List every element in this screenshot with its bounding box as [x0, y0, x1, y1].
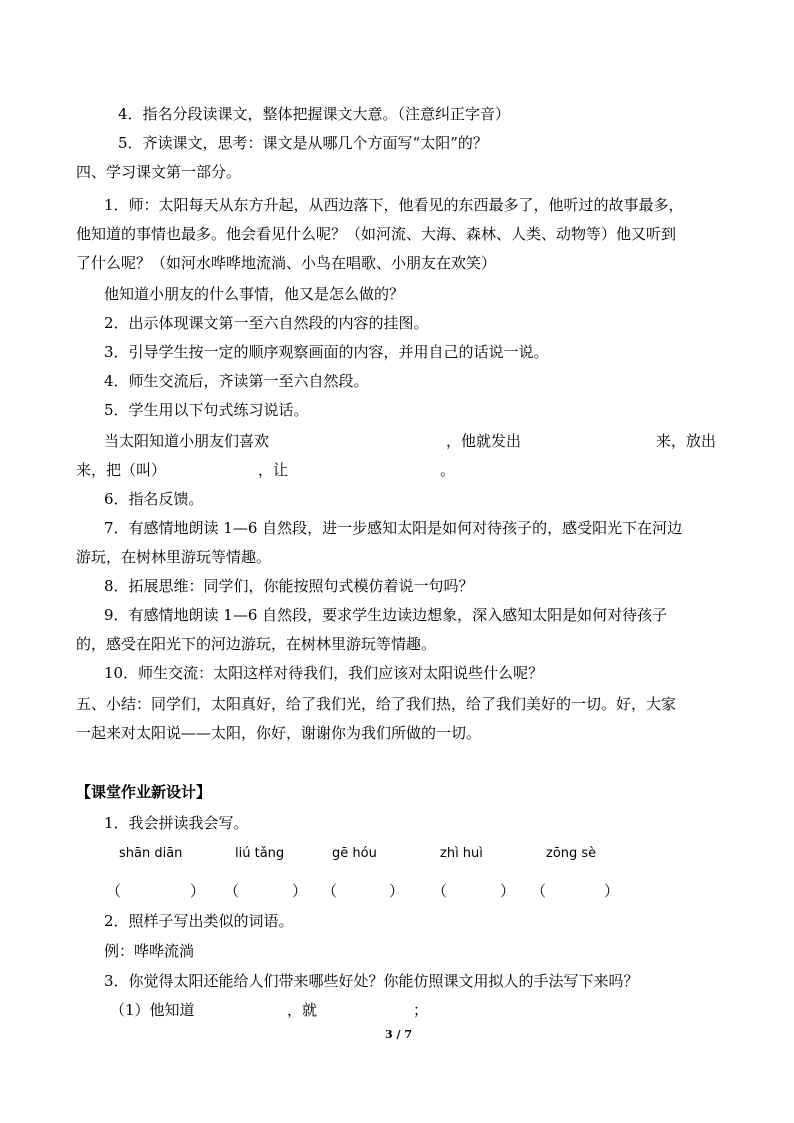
exercise-3-part: ； [413, 1001, 429, 1019]
fill-in-sentence-part: 当太阳知道小朋友们喜欢 [104, 432, 270, 450]
paragraph-line: 9．有感情地朗读 1—6 自然段，要求学生边读边想象，深入感知太阳是如何对待孩子 [104, 606, 668, 624]
paragraph-line: 2．出示体现课文第一至六自然段的内容的挂图。 [104, 314, 429, 332]
example-text: 例：哗哗流淌 [104, 942, 195, 960]
paragraph-line: 了什么呢？（如河水哗哗地流淌、小鸟在唱歌、小朋友在欢笑） [76, 254, 497, 272]
step-4-text: 4．指名分段读课文，整体把握课文大意。（注意纠正字音） [118, 105, 511, 123]
summary-line: 五、小结：同学们，太阳真好，给了我们光，给了我们热，给了我们美好的一切。好，大家 [76, 695, 677, 713]
answer-blank-close: ） [190, 882, 206, 900]
paragraph-line: 6．指名反馈。 [104, 490, 204, 508]
pinyin-word: gē hóu [332, 846, 377, 861]
fill-in-sentence-part: ，他就发出 [446, 432, 522, 450]
paragraph-line: 1．师：太阳每天从东方升起，从西边落下，他看见的东西最多了，他听过的故事最多， [104, 196, 684, 214]
exercise-2-text: 2．照样子写出类似的词语。 [104, 912, 294, 930]
summary-line: 一起来对太阳说——太阳，你好，谢谢你为我们所做的一切。 [76, 724, 482, 742]
pinyin-word: liú tǎng [235, 846, 285, 861]
paragraph-line: 的，感受在阳光下的河边游玩，在树林里游玩等情趣。 [76, 635, 437, 653]
pinyin-word: shān diān [119, 846, 183, 861]
answer-blank-open: （ [531, 882, 547, 900]
answer-blank-open: （ [322, 882, 338, 900]
paragraph-line: 他知道小朋友的什么事情，他又是怎么做的？ [104, 285, 405, 303]
answer-blank-close: ） [389, 882, 405, 900]
pinyin-word: zhì huì [440, 846, 483, 861]
fill-in-sentence-part: 来，放出 [656, 432, 717, 450]
answer-blank-open: （ [224, 882, 240, 900]
step-5-text: 5．齐读课文，思考：课文是从哪几个方面写“太阳”的？ [118, 134, 488, 152]
paragraph-line: 7．有感情地朗读 1—6 自然段，进一步感知太阳是如何对待孩子的，感受阳光下在河边 [104, 519, 683, 537]
paragraph-line: 他知道的事情也最多。他会看见什么呢？（如河流、大海、森林、人类、动物等）他又听到 [76, 225, 677, 243]
paragraph-line: 游玩，在树林里游玩等情趣。 [76, 548, 272, 566]
answer-blank-close: ） [500, 882, 516, 900]
answer-blank-close: ） [604, 882, 620, 900]
exercise-3-part: ，就 [287, 1001, 318, 1019]
fill-in-sentence-part: 。 [440, 461, 456, 479]
page-number: 3 / 7 [385, 1028, 412, 1041]
fill-in-sentence-part: 来，把（叫） [76, 461, 167, 479]
paragraph-line: 10．师生交流：太阳这样对待我们，我们应该对太阳说些什么呢？ [104, 664, 544, 682]
fill-in-sentence-part: ，让 [258, 461, 289, 479]
homework-heading: 【课堂作业新设计】 [76, 783, 212, 801]
pinyin-word: zōng sè [546, 846, 597, 861]
paragraph-line: 5．学生用以下句式练习说话。 [104, 401, 309, 419]
section-4-heading: 四、学习课文第一部分。 [76, 163, 242, 181]
exercise-3-text: 3．你觉得太阳还能给人们带来哪些好处？你能仿照课文用拟人的手法写下来吗？ [104, 972, 639, 990]
exercise-1-text: 1．我会拼读我会写。 [104, 814, 249, 832]
paragraph-line: 8．拓展思维：同学们，你能按照句式模仿着说一句吗？ [104, 577, 474, 595]
answer-blank-open: （ [432, 882, 448, 900]
answer-blank-close: ） [292, 882, 308, 900]
exercise-3-part: （1）他知道 [110, 1001, 195, 1019]
answer-blank-open: （ [106, 882, 122, 900]
paragraph-line: 4．师生交流后，齐读第一至六自然段。 [104, 372, 369, 390]
paragraph-line: 3．引导学生按一定的顺序观察画面的内容，并用自己的话说一说。 [104, 343, 549, 361]
